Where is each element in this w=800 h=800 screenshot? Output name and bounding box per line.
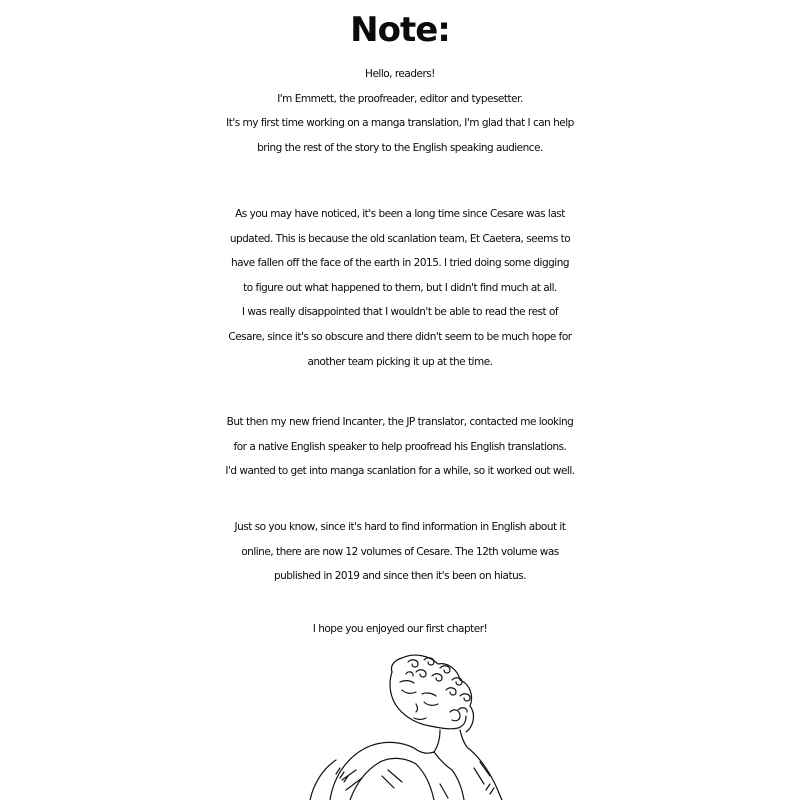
text-line: Just so you know, since it's hard to find information in English about it: [234, 521, 566, 533]
text-line: updated. This is because the old scanlation team, Et Caetera, seems to: [229, 232, 571, 245]
paragraph-greeting: [0, 62, 800, 160]
text-line: As you may have noticed, it's been a long time since Cesare was last: [235, 208, 565, 220]
text-line: But then my new friend Incanter, the JP translator, contacted me looking: [226, 416, 574, 428]
text-line: to figure out what happened to them, but I didn't find much at all.: [243, 281, 557, 294]
text-line: I hope you enjoyed our first chapter!: [312, 623, 488, 635]
text-line: Hello, readers!: [365, 68, 435, 80]
text-line: I'd wanted to get into manga scanlation for a while, so it worked out well.: [225, 465, 575, 478]
text-line: have fallen off the face of the earth in 2015. I tried doing some digging: [230, 257, 570, 270]
text-line: bring the rest of the story to the English speaking audience.: [257, 141, 543, 154]
text-line: It's my first time working on a manga translation, I'm glad that I can help: [226, 117, 574, 130]
text-line: I'm Emmett, the proofreader, editor and typesetter.: [277, 92, 523, 105]
paragraph-background: [0, 202, 800, 374]
text-line: for a native English speaker to help proofread his English translations.: [233, 440, 567, 453]
text-line: I was really disappointed that I wouldn't be able to read the rest of: [241, 306, 559, 319]
paragraph-translator: [0, 410, 800, 484]
sleeping-character-illustration: [290, 650, 510, 800]
text-line: online, there are now 12 volumes of Cesare. The 12th volume was: [241, 545, 559, 558]
paragraph-volumes: [0, 515, 800, 589]
text-line: Cesare, since it's so obscure and there didn't seem to be much hope for: [228, 330, 572, 343]
text-line: published in 2019 and since then it's been on hiatus.: [273, 570, 527, 583]
note-title: Note:: [350, 10, 450, 50]
text-line: another team picking it up at the time.: [307, 355, 493, 368]
paragraph-closing: [0, 617, 800, 642]
